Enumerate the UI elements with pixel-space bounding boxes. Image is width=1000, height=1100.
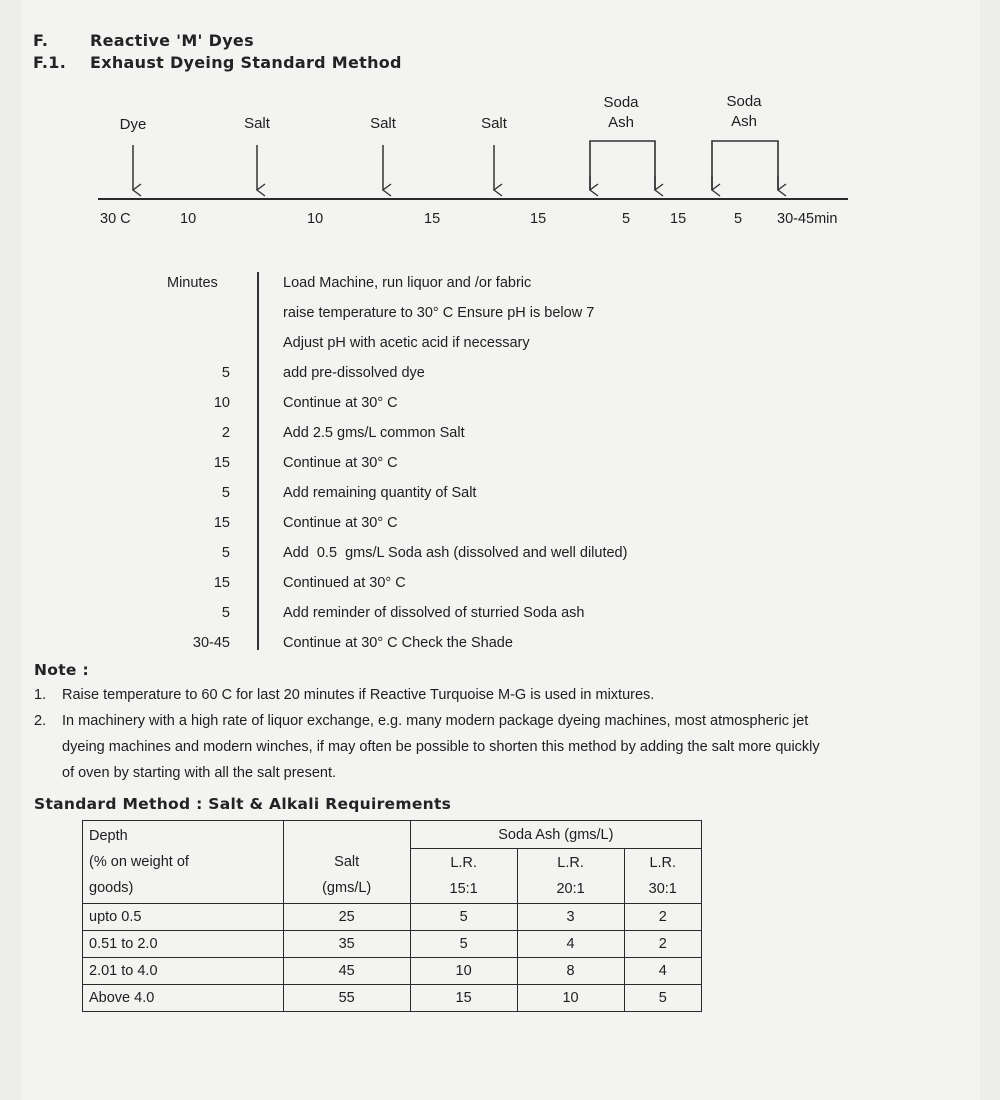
table-row	[83, 931, 702, 958]
step-text: Continue at 30° C Check the Shade	[283, 635, 513, 651]
depth-cell: Above 4.0	[83, 985, 284, 1012]
salt-header	[283, 821, 410, 904]
step-text: Add 2.5 gms/L common Salt	[283, 425, 465, 441]
soda-cell: 10	[410, 958, 517, 985]
salt-alkali-requirements-table	[82, 820, 702, 1012]
lr-label: L.R.	[450, 855, 477, 871]
note-title: Note :	[34, 661, 89, 679]
depth-header-line: (% on weight of	[89, 854, 189, 870]
lr-ratio: 30:1	[648, 881, 677, 897]
salt-label-2: Salt	[370, 115, 396, 132]
subsection-title: Exhaust Dyeing Standard Method	[90, 53, 402, 72]
step-minutes: 30-45	[192, 635, 230, 651]
salt-cell: 25	[283, 904, 410, 931]
step-text: Load Machine, run liquor and /or fabric	[283, 275, 532, 291]
salt-cell: 35	[283, 931, 410, 958]
section-title: Reactive 'M' Dyes	[90, 31, 254, 50]
step-text: Adjust pH with acetic acid if necessary	[283, 335, 530, 351]
requirements-title: Standard Method : Salt & Alkali Requirements	[34, 795, 452, 813]
step-minutes: 2	[221, 425, 230, 441]
procedure-divider	[257, 272, 259, 650]
lr-header	[517, 849, 624, 904]
depth-header-line: Depth	[89, 828, 128, 844]
time-label: 15	[424, 211, 441, 227]
depth-cell: 0.51 to 2.0	[83, 931, 284, 958]
step-text: Continue at 30° C	[283, 515, 398, 531]
soda-ash-header: Soda Ash (gms/L)	[410, 821, 701, 849]
depth-header-line: goods)	[89, 880, 134, 896]
subsection-number: F.1.	[33, 53, 67, 72]
soda-cell: 2	[624, 931, 701, 958]
minutes-header: Minutes	[167, 275, 218, 291]
salt-header-line: Salt	[334, 854, 360, 870]
time-label: 10	[307, 211, 324, 227]
salt-label-3: Salt	[481, 115, 507, 132]
step-text: Continued at 30° C	[283, 575, 406, 591]
dye-label: Dye	[119, 116, 147, 133]
lr-label: L.R.	[557, 855, 584, 871]
salt-header-line: (gms/L)	[322, 880, 372, 896]
step-minutes: 5	[221, 365, 230, 381]
step-text: add pre-dissolved dye	[283, 365, 425, 381]
time-label: 5	[622, 211, 631, 227]
soda-cell: 5	[624, 985, 701, 1012]
lr-header	[624, 849, 701, 904]
soda-ash-label-2: Soda Ash	[726, 93, 762, 130]
step-minutes: 5	[221, 545, 230, 561]
lr-label: L.R.	[649, 855, 677, 871]
soda-cell: 8	[517, 958, 624, 985]
soda-cell: 2	[624, 904, 701, 931]
depth-cell: 2.01 to 4.0	[83, 958, 284, 985]
note-line: of oven by starting with all the salt present.	[62, 765, 337, 781]
salt-cell: 45	[283, 958, 410, 985]
soda-cell: 5	[410, 931, 517, 958]
table-row	[83, 904, 702, 931]
note-number: 1.	[34, 687, 47, 703]
step-minutes: 5	[221, 485, 230, 501]
soda-cell: 4	[624, 958, 701, 985]
step-minutes: 5	[221, 605, 230, 621]
soda-cell: 10	[517, 985, 624, 1012]
note-line: dyeing machines and modern winches, if may often be possible to shorten this method by adding the salt more quickly	[62, 739, 820, 755]
lr-ratio: 15:1	[449, 881, 478, 897]
note-line: Raise temperature to 60 C for last 20 minutes if Reactive Turquoise M-G is used in mixtures.	[62, 687, 655, 703]
step-text: Add remaining quantity of Salt	[283, 485, 477, 501]
step-minutes: 10	[213, 395, 230, 411]
step-minutes: 15	[213, 515, 230, 531]
soda-cell: 4	[517, 931, 624, 958]
salt-label-1: Salt	[244, 115, 270, 132]
soda-ash-bracket-2	[712, 141, 778, 190]
table-header-row	[83, 821, 702, 849]
step-text: raise temperature to 30° C Ensure pH is below 7	[283, 305, 595, 321]
step-minutes: 15	[213, 575, 230, 591]
soda-ash-label-1: Soda Ash	[603, 94, 639, 131]
soda-ash-bracket-1	[590, 141, 655, 190]
table-row	[83, 985, 702, 1012]
time-label: 30-45min	[777, 211, 838, 227]
step-text: Continue at 30° C	[283, 455, 398, 471]
section-number: F.	[33, 31, 49, 50]
soda-cell: 3	[517, 904, 624, 931]
step-text: Add reminder of dissolved of sturried Soda ash	[283, 605, 585, 621]
time-label: 15	[670, 211, 687, 227]
table-row	[83, 958, 702, 985]
time-label: 30 C	[100, 211, 131, 227]
step-text: Continue at 30° C	[283, 395, 398, 411]
lr-header	[410, 849, 517, 904]
time-label: 10	[180, 211, 197, 227]
lr-ratio: 20:1	[556, 881, 585, 897]
step-minutes: 15	[213, 455, 230, 471]
note-line: In machinery with a high rate of liquor exchange, e.g. many modern package dyeing machines, most atmospheric jet	[62, 713, 809, 729]
soda-cell: 5	[410, 904, 517, 931]
note-number: 2.	[34, 713, 47, 729]
depth-cell: upto 0.5	[83, 904, 284, 931]
time-label: 5	[734, 211, 743, 227]
salt-cell: 55	[283, 985, 410, 1012]
depth-header	[83, 821, 284, 904]
soda-cell: 15	[410, 985, 517, 1012]
step-text: Add 0.5 gms/L Soda ash (dissolved and well diluted)	[283, 545, 628, 561]
time-label: 15	[530, 211, 547, 227]
